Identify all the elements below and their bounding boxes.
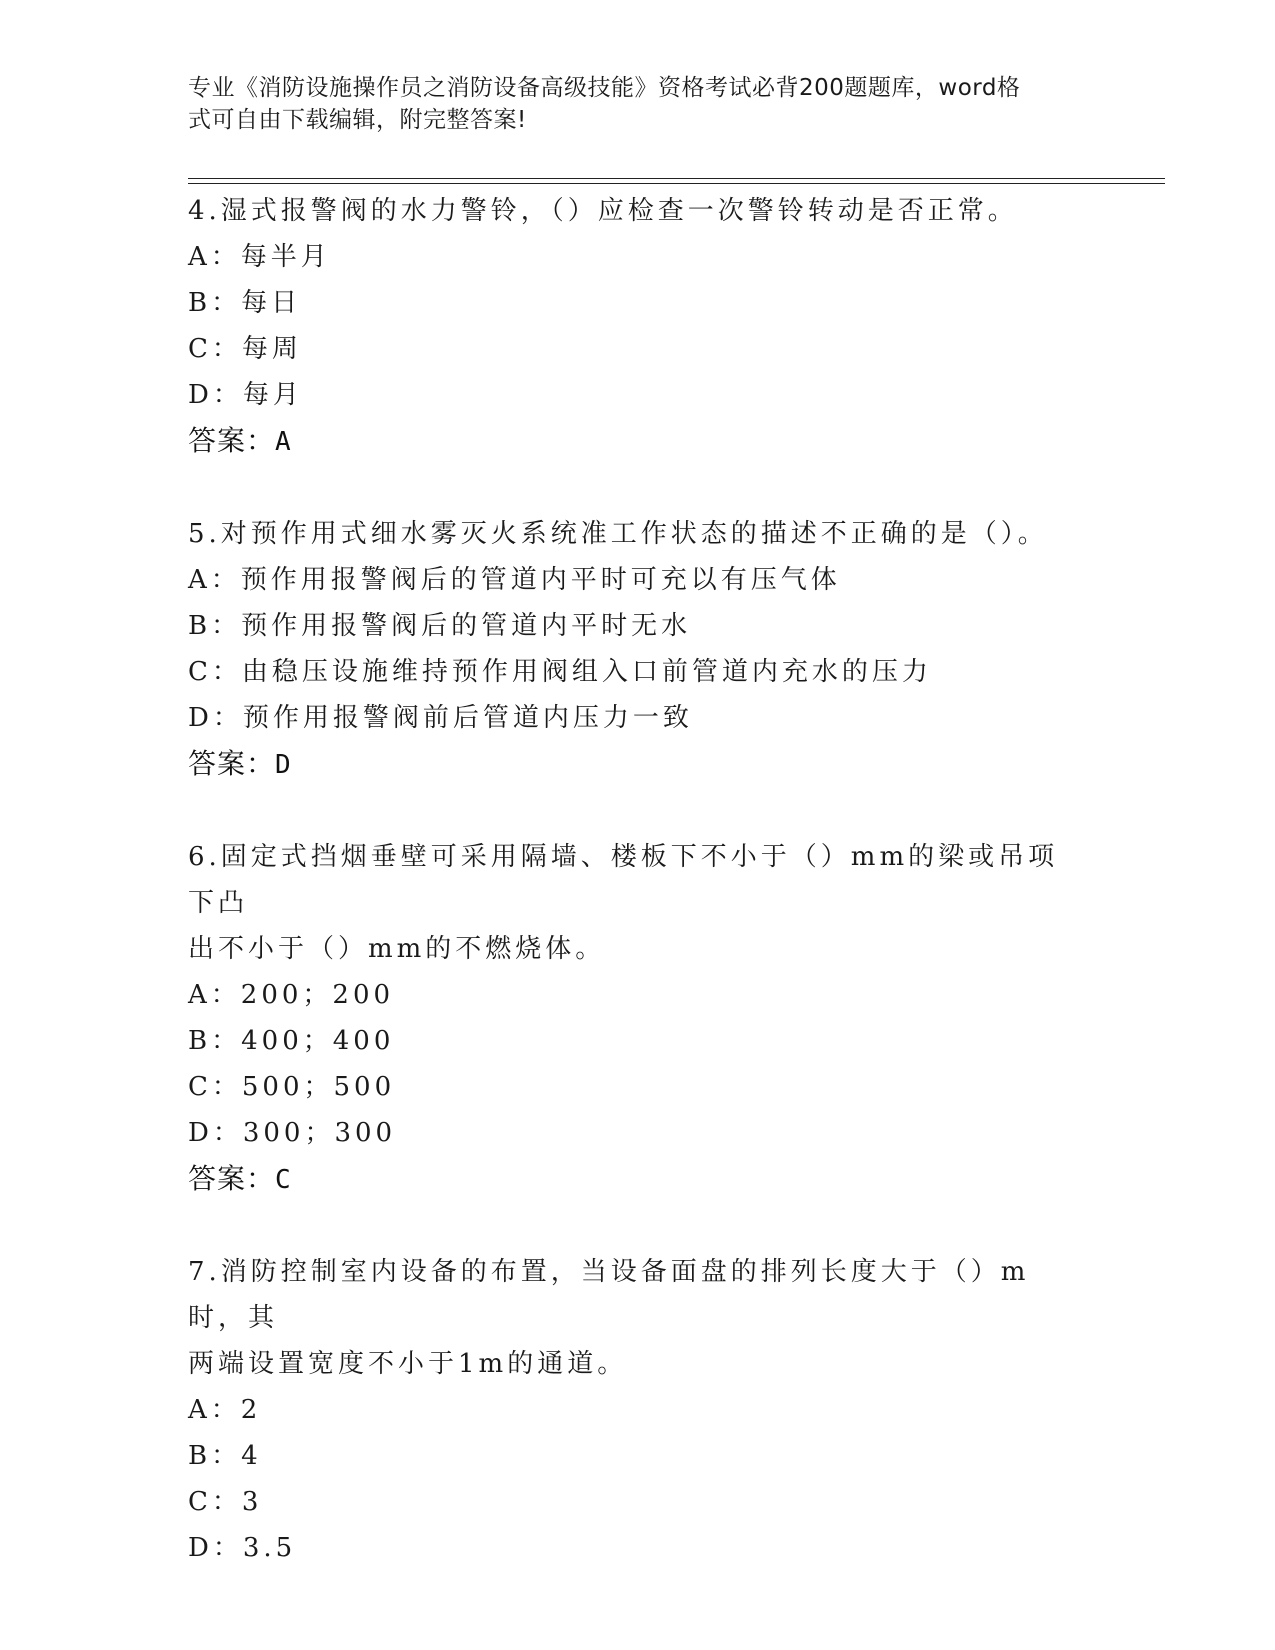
answer-label: 答案：: [188, 424, 276, 457]
answer-value: A: [275, 427, 292, 457]
question-stem-continued: 出不小于（）mm的不燃烧体。: [188, 934, 606, 964]
header-divider-top: [188, 178, 1165, 179]
option-a: A：2: [188, 1395, 262, 1425]
question-4: [188, 188, 1088, 465]
answer-line: [188, 418, 1088, 465]
option-c: C：每周: [188, 334, 302, 364]
question-stem: 4.湿式报警阀的水力警铃，（）应检查一次警铃转动是否正常。: [188, 196, 1018, 226]
question-7: [188, 1249, 1088, 1571]
option-c: C：3: [188, 1487, 263, 1517]
option-a: A：200；200: [188, 980, 395, 1010]
question-stem: 5.对预作用式细水雾灭火系统准工作状态的描述不正确的是（）。: [188, 519, 1048, 549]
answer-label: 答案：: [188, 747, 276, 780]
question-list: [188, 188, 1088, 1571]
option-b: B：400；400: [188, 1026, 395, 1056]
question-stem: 7.消防控制室内设备的布置，当设备面盘的排列长度大于（）m时，其: [188, 1257, 1030, 1333]
question-spacer: [188, 1203, 1088, 1249]
option-d: D：3.5: [188, 1533, 297, 1563]
header-line-1: 专业《消防设施操作员之消防设备高级技能》资格考试必背200题题库，word格: [188, 75, 1021, 101]
question-5: [188, 511, 1088, 788]
answer-value: D: [275, 750, 292, 780]
header-line-2: 式可自由下载编辑，附完整答案!: [188, 107, 527, 133]
answer-line: [188, 1156, 1088, 1203]
question-stem-continued: 两端设置宽度不小于1m的通道。: [188, 1349, 628, 1379]
question-spacer: [188, 465, 1088, 511]
answer-line: [188, 741, 1088, 788]
question-6: [188, 834, 1088, 1203]
document-header: [188, 72, 1068, 136]
option-a: A：每半月: [188, 242, 331, 272]
answer-label: 答案：: [188, 1162, 276, 1195]
question-spacer: [188, 788, 1088, 834]
option-b: B：预作用报警阀后的管道内平时无水: [188, 611, 692, 641]
answer-value: C: [275, 1165, 292, 1195]
option-d: D：预作用报警阀前后管道内压力一致: [188, 703, 693, 733]
option-b: B：4: [188, 1441, 262, 1471]
option-c: C：由稳压设施维持预作用阀组入口前管道内充水的压力: [188, 657, 932, 687]
option-a: A：预作用报警阀后的管道内平时可充以有压气体: [188, 565, 841, 595]
option-d: D：300；300: [188, 1118, 397, 1148]
option-d: D：每月: [188, 380, 303, 410]
question-stem: 6.固定式挡烟垂壁可采用隔墙、楼板下不小于（）mm的梁或吊项下凸: [188, 842, 1059, 918]
option-b: B：每日: [188, 288, 302, 318]
option-c: C：500；500: [188, 1072, 396, 1102]
header-divider-bottom: [188, 183, 1165, 184]
